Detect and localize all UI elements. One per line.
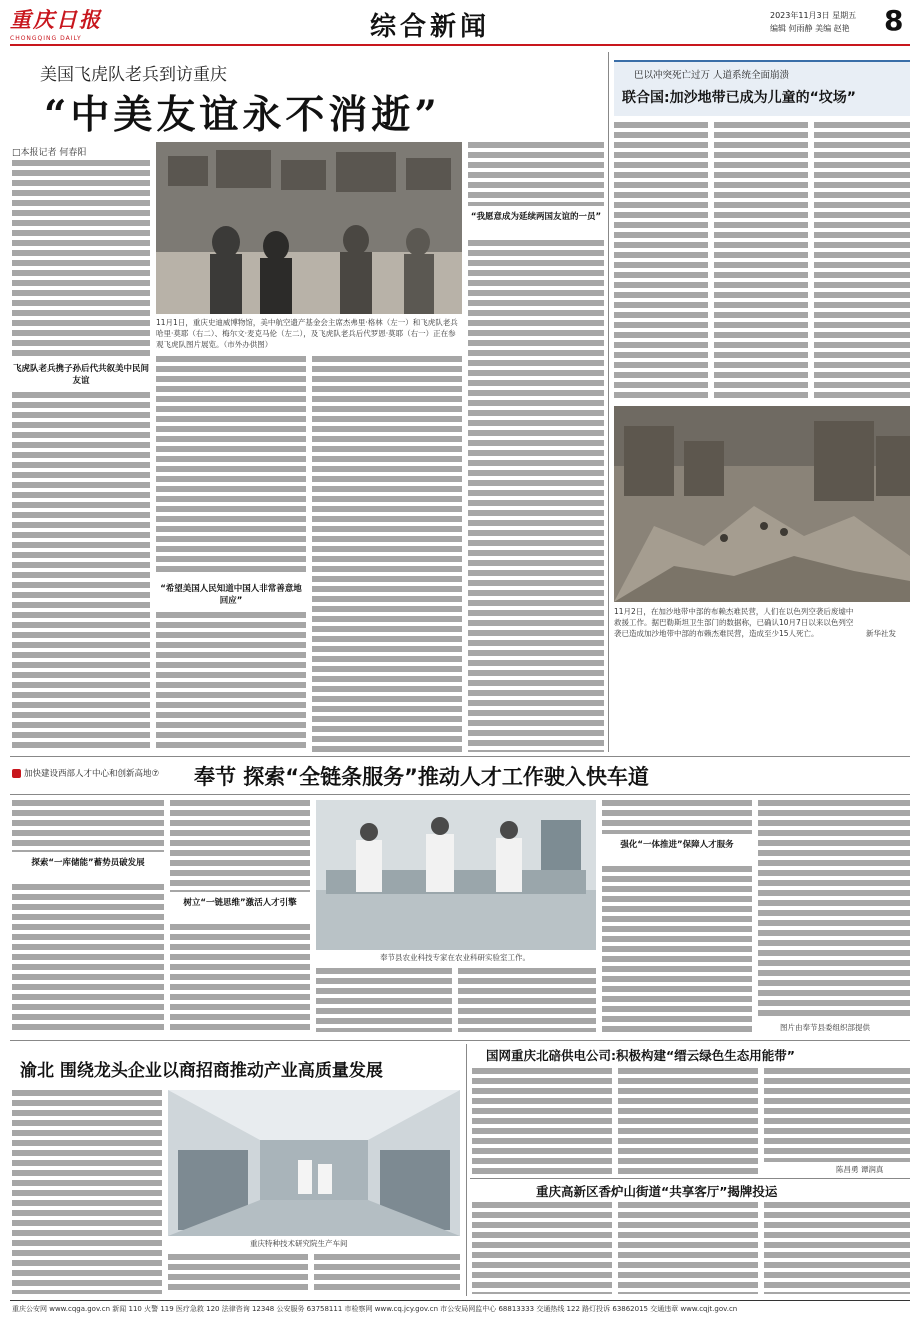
fengjie-headline: 奉节 探索“全链条服务”推动人才工作驶入快车道 <box>194 765 649 789</box>
lead-photo-caption: 11月1日，重庆史迪威博物馆，美中航空遗产基金会主席杰弗里·格林（左一）和飞虎队老兵哈里·莫耶（右二）、梅尔文·麦克马伦（左二），及飞虎队老兵后代罗恩·莫耶（右一）正在参观飞虎队图片展览。（市外办供图） <box>156 318 458 349</box>
gaza-column-1-text <box>614 122 708 400</box>
masthead <box>0 0 918 46</box>
lead-column-4-text <box>468 142 604 206</box>
divider-fengjie-top <box>10 756 910 757</box>
lead-byline: □本报记者 何春阳 <box>12 148 87 158</box>
yubei-photo <box>168 1090 460 1236</box>
fengjie-tag-label: 加快建设西部人才中心和创新高地⑦ <box>24 769 160 779</box>
yubei-photo-caption: 重庆特种技术研究院生产车间 <box>250 1239 348 1248</box>
lead-column-2-text <box>156 356 306 576</box>
fengjie-column-5-text <box>602 800 752 834</box>
section-title: 综合新闻 <box>370 12 491 42</box>
lead-column-1-text <box>12 160 150 356</box>
divider-yubei-right <box>466 1044 467 1296</box>
power-column-1-text <box>472 1068 612 1174</box>
fengjie-column-1-text-b <box>12 884 164 1032</box>
fengjie-column-5-text-b <box>602 866 752 1032</box>
page-number: 8 <box>884 4 904 37</box>
fengjie-credit: 图片由奉节县委组织部提供 <box>780 1023 870 1032</box>
issue-date: 2023年11月3日 星期五 <box>770 11 857 20</box>
jiulongpo-column-3-text <box>764 1202 910 1294</box>
divider-bottom-section <box>10 1040 910 1041</box>
yubei-column-2-text <box>168 1254 308 1294</box>
divider-jiulongpo-top <box>470 1178 910 1179</box>
fengjie-column-1-text <box>12 800 164 852</box>
lead-subhead-2: “希望美国人民知道中国人非常善意地回应” <box>160 584 302 606</box>
lead-kicker: 美国飞虎队老兵到访重庆 <box>40 65 227 85</box>
gaza-headline: 联合国:加沙地带已成为儿童的“坟场” <box>622 90 857 106</box>
lead-subhead-3: “我愿意成为延续两国友谊的一员” <box>470 212 602 222</box>
divider-fengjie-headline <box>10 794 910 795</box>
fengjie-subhead-1: 探索“一库储能”蓄势员破发展 <box>31 858 145 868</box>
gaza-column-3-text <box>814 122 910 400</box>
fengjie-tag <box>12 767 159 779</box>
gaza-column-2-text <box>714 122 808 400</box>
gaza-photo <box>614 406 910 602</box>
gaza-kicker: 巴以冲突死亡过万 人道系统全面崩溃 <box>634 70 790 81</box>
masthead-rule <box>10 44 910 46</box>
lead-column-1-text-b <box>12 392 150 752</box>
power-credit: 陈昌勇 谭润真 <box>836 1165 884 1174</box>
power-headline: 国网重庆北碚供电公司:积极构建“缙云绿色生态用能带” <box>486 1048 795 1063</box>
lead-column-3-text <box>312 356 462 752</box>
fengjie-column-2-text <box>170 800 310 892</box>
fengjie-column-3-text <box>316 968 452 1032</box>
series-tag-icon <box>12 769 21 778</box>
fengjie-subhead-2: 树立“一链思维”激活人才引擎 <box>183 898 297 908</box>
yubei-column-3-text <box>314 1254 460 1294</box>
fengjie-photo-caption: 奉节县农业科技专家在农业科研实验室工作。 <box>380 953 530 962</box>
lead-subhead-1: 飞虎队老兵携子孙后代共叙美中民间友谊 <box>12 364 149 386</box>
jiulongpo-column-1-text <box>472 1202 612 1294</box>
yubei-headline: 渝北 围绕龙头企业以商招商推动产业高质量发展 <box>20 1061 383 1081</box>
footer-service-line: 重庆公安网 www.cqga.gov.cn 新闻 110 火警 119 医疗急救 120 法律咨询 12348 公安服务 63758111 市检察网 www.cq.jcy.gov.cn 市公安局网监中心 68813333 交通热线 122 路灯投诉 63862015 交通违章 www.cqjt.gov.cn <box>12 1305 738 1313</box>
lead-headline: “中美友谊永不消逝” <box>44 92 441 138</box>
jiulongpo-column-2-text <box>618 1202 758 1294</box>
masthead-logo: 重庆日报 CHONGQING DAILY <box>10 7 102 42</box>
lead-photo <box>156 142 462 314</box>
fengjie-subhead-3: 强化“一体推进”保障人才服务 <box>620 840 734 850</box>
fengjie-column-6-text <box>758 800 910 1018</box>
power-column-2-text <box>618 1068 758 1174</box>
gaza-photo-credit: 新华社发 <box>866 629 896 638</box>
editors-line: 编辑 何雨静 美编 赵艳 <box>770 24 850 33</box>
lead-column-4-text-b <box>468 240 604 752</box>
gaza-photo-caption: 11月2日，在加沙地带中部的布赖杰难民营，人们在以色列空袭后废墟中救援工作。据巴勒斯坦卫生部门的数据称，已确认10月7日以来以色列空袭已造成加沙地带中部的布赖杰难民营，造成至少15人死亡。 <box>614 607 854 638</box>
footer-rule <box>10 1300 910 1301</box>
divider-vertical <box>608 52 609 752</box>
yubei-column-1-text <box>12 1090 162 1294</box>
fengjie-photo <box>316 800 596 950</box>
fengjie-column-2-text-b <box>170 924 310 1032</box>
power-column-3-text <box>764 1068 910 1162</box>
jiulongpo-headline: 重庆高新区香炉山街道“共享客厅”揭牌投运 <box>536 1184 778 1199</box>
lead-column-2-text-b <box>156 612 306 752</box>
fengjie-column-4-text <box>458 968 596 1032</box>
